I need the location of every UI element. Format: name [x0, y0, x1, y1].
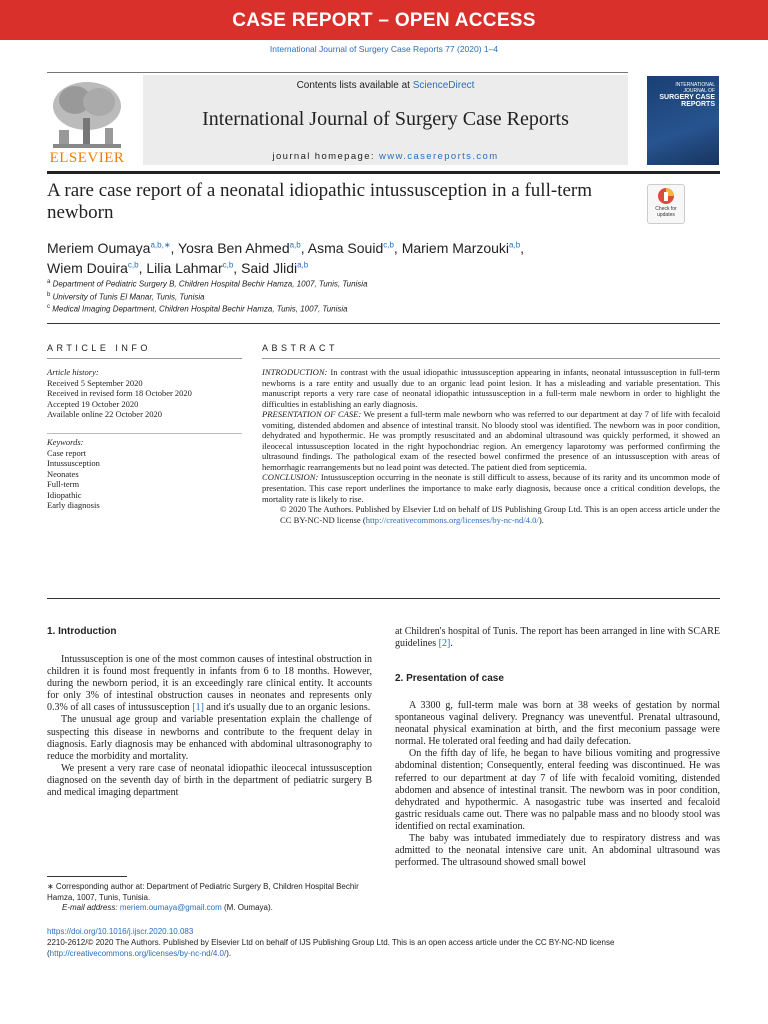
abstract-heading: ABSTRACT	[262, 343, 339, 353]
cover-title-text: SURGERY CASE REPORTS	[659, 94, 715, 108]
body-rule	[47, 598, 720, 599]
affiliation: $^c$ Medical Imaging Department, Children Hospital Bechir Hamza, Tunis, 1007, Tunisia	[47, 304, 348, 314]
keyword: Idiopathic	[47, 489, 82, 500]
keyword: Case report	[47, 447, 86, 458]
affiliation: $^b$ University of Tunis El Manar, Tunis, Tunisia	[47, 291, 205, 302]
introduction-continued	[395, 626, 720, 650]
footer-license-link[interactable]: http://creativecommons.org/licenses/by-nc-nd/4.0/	[49, 949, 227, 958]
affiliation: $^a$ Department of Pediatric Surgery B, Children Hospital Bechir Hamza, 1007, Tunis, Tunisia	[47, 279, 368, 289]
header-rule	[47, 72, 628, 73]
reference-link[interactable]: [1]	[192, 702, 204, 714]
page-footer: https://doi.org/10.1016/j.ijscr.2020.10.083 2210-2612/© 2020 The Authors. Published by Elsevier Ltd on behalf of IJS Publishing Group Ltd. This is an open access article under the CC BY-NC-ND license (http://creativecommons.org/licenses/by-nc-nd/4.0/).	[47, 926, 720, 959]
reference-link[interactable]: [2]	[438, 638, 451, 650]
history-item: Received 5 September 2020	[47, 377, 143, 388]
open-access-banner: CASE REPORT – OPEN ACCESS	[0, 0, 768, 40]
keywords-list: Keywords: Case report Intussusception Neonates Full-term Idiopathic Early diagnosis	[47, 437, 247, 511]
article-history: Article history: Received 5 September 2020 Received in revised form 18 October 2020 Accepted 19 October 2020 Available online 22 October 2020	[47, 367, 247, 420]
journal-cover-image	[647, 76, 719, 165]
affiliations	[47, 277, 667, 315]
paragraph: We present a very rare case of neonatal idiopathic ileocecal intussusception diagnosed on the seventh day of birth in the department of pediatric surgery B and medical imaging department	[47, 762, 372, 799]
paragraph: The baby was intubated immediately due to respiratory distress and was admitted to the neonatal intensive care unit. An abdominal ultrasound was performed. The ultrasound showed small bowel	[395, 833, 720, 869]
abstract-body	[262, 367, 720, 525]
footnote-rule	[47, 876, 127, 877]
elsevier-tree-logo	[47, 78, 127, 152]
info-rule	[47, 358, 242, 359]
info-divider	[47, 433, 242, 434]
keyword: Full-term	[47, 479, 80, 489]
abstract-conclusion: CONCLUSION: Intussusception occurring in the neonate is still difficult to assess, because of its rarity and its uncommon mode of presentation. This case report underlines the importance to make early diagnosis, because once a critical condition develops, the mortality rate is likely to rise.	[262, 472, 720, 504]
history-item: Available online 22 October 2020	[47, 409, 163, 419]
introduction-heading: 1. Introduction	[47, 626, 117, 637]
journal-homepage: journal homepage: www.casereports.com	[272, 151, 499, 162]
author: Mariem Marzouki$^{a,b}$,	[401, 239, 525, 256]
case-text	[395, 700, 720, 869]
crossmark-badge[interactable]	[647, 184, 685, 224]
paragraph: Intussusception is one of the most common causes of intestinal obstruction in children it is found most frequently in infants from 6 to 18 months. However, during the newborn period, it is an exceedingly rare clinical entity. It accounts for only 3% of intestinal obstruction causes in neonates and represents only 0.3% of all cases of intussusception [1] and it's usually due to an organic lesions.	[47, 654, 372, 714]
paragraph: The unusual age group and variable presentation explain the challenge of suspecting this disease in newborns and contribute to the frequent delay in diagnosis. Early diagnosis may be enhanced with abdominal ultrasonography to reduce the morbidity and mortality.	[47, 714, 372, 762]
section-rule	[47, 323, 720, 324]
author: Meriem Oumaya$^{a,b,∗}$,	[47, 239, 179, 256]
keyword: Intussusception	[47, 458, 100, 468]
license-link[interactable]: http://creativecommons.org/licenses/by-nc-nd/4.0/	[365, 514, 539, 525]
author: Yosra Ben Ahmed$^{a,b}$,	[178, 239, 308, 256]
abstract-intro: INTRODUCTION: In contrast with the usual idiopathic intussusception appearing in infants, neonatal intussusception in full-term newborns is a rare entity and usually due to an organic lead point lesion. It has a misleading and variable presentation. This manuscript reports a very rare case of neonatal idiopathic intussusception in a full-term male newborn in order to highlight the difficulties in establishing an early diagnosis.	[262, 367, 720, 409]
case-heading: 2. Presentation of case	[395, 673, 504, 684]
doi-link[interactable]: https://doi.org/10.1016/j.ijscr.2020.10.083	[47, 927, 194, 936]
sciencedirect-link[interactable]: ScienceDirect	[412, 80, 475, 91]
elsevier-logo-text: ELSEVIER	[49, 150, 125, 166]
crossmark-label: Check for updates	[655, 206, 677, 218]
homepage-link[interactable]: www.casereports.com	[379, 151, 499, 162]
history-item: Accepted 19 October 2020	[47, 398, 139, 409]
paragraph: On the fifth day of life, he began to have bilious vomiting and progressive abdominal distention; Consequently, enteral feeding was discontinued. He was referred to our department at day 7 of life with fecaloid vomiting, distended abdomen and absence of intestinal transit. The newborn was in poor condition, dehydrated and hypothermic. A nasogastric tube was inserted and fecaloid gastric residuals came out. There was no palpable mass and no bloody stool was identified on rectal examination.	[395, 748, 720, 832]
article-title: A rare case report of a neonatal idiopathic intussusception in a full-term newborn	[47, 180, 593, 223]
abstract-case: PRESENTATION OF CASE: We present a full-term male newborn who was referred to our department at day 7 of life with fecaloid vomiting, distended abdomen and absence of intestinal transit. No bloody stool was identified. The newborn was in poor condition, dehydrated and hypothermic. He was promptly resuscitated and an abdominal ultrasound was quickly performed, it showed an ileocecal intussusception located in the right hypochondriac region. An emergency laparotomy was performed confirming the ultrasound findings. The pathological exam of the resected bowel confirmed the presence of an intussusception with areas of hemorrhagic rearrangements but no lead point was detected. The patient died from septicemia.	[262, 409, 720, 472]
contents-line: Contents lists available at ScienceDirect	[296, 80, 475, 91]
journal-title: International Journal of Surgery Case Reports	[202, 108, 569, 130]
license-statement: © 2020 The Authors. Published by Elsevier Ltd on behalf of IJS Publishing Group Ltd. This is an open access article under the CC BY-NC-ND license (http://creativecommons.org/licenses/by-nc-nd/4.0/).	[280, 504, 720, 525]
author: Lilia Lahmar$^{c,b}$,	[146, 260, 242, 277]
history-item: Received in revised form 18 October 2020	[47, 388, 192, 398]
cover-small-text: INTERNATIONAL JOURNAL OF	[675, 82, 715, 94]
author: Asma Souid$^{c,b}$,	[307, 239, 402, 256]
author: Said Jlidi$^{a,b}$	[241, 260, 309, 277]
introduction-text	[47, 654, 372, 799]
keyword: Neonates	[47, 468, 79, 479]
paragraph: at Children's hospital of Tunis. The report has been arranged in line with SCARE guidelines [2].	[395, 626, 720, 650]
keyword: Early diagnosis	[47, 500, 100, 510]
corresponding-footnote: ∗ Corresponding author at: Department of Pediatric Surgery B, Children Hospital Bechir Hamza, 1007, Tunis, Tunisia. E-mail address: meriem.oumaya@gmail.com (M. Oumaya).	[47, 882, 359, 912]
author-list	[47, 236, 667, 277]
crossmark-icon	[648, 185, 684, 207]
email-link[interactable]: meriem.oumaya@gmail.com	[119, 903, 222, 912]
journal-citation-link[interactable]: International Journal of Surgery Case Reports 77 (2020) 1–4	[269, 44, 499, 54]
abstract-rule	[262, 358, 720, 359]
paragraph: A 3300 g, full-term male was born at 38 weeks of gestation by normal spontaneous vaginal delivery. Pregnancy was uneventful. Prenatal ultrasound, neonatal physical examination at birth, and the first meconium passage were normal. He tolerated oral feeding and had daily defecation.	[395, 700, 720, 748]
title-rule	[47, 171, 720, 174]
author: Wiem Douira$^{c,b}$,	[47, 260, 147, 277]
article-info-heading: ARTICLE INFO	[47, 343, 151, 353]
